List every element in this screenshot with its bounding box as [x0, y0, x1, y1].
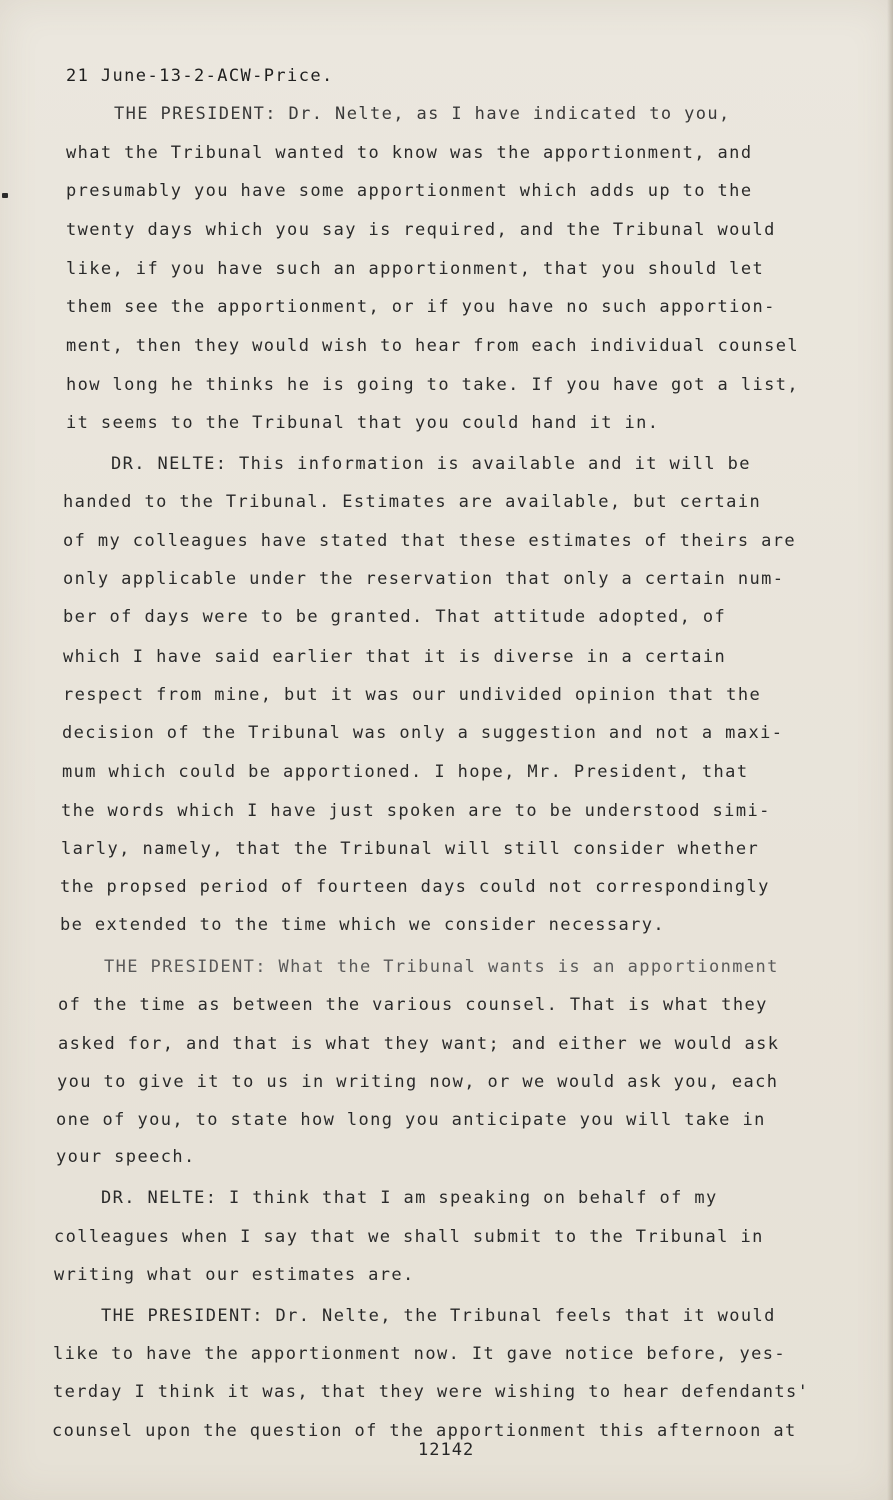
- transcript-line: them see the apportionment, or if you have no such apportion-: [66, 297, 776, 317]
- transcript-line: of the time as between the various counsel. That is what they: [58, 995, 768, 1015]
- transcript-line: terday I think it was, that they were wishing to hear defendants': [53, 1382, 810, 1402]
- transcript-line: be extended to the time which we consider necessary.: [60, 915, 666, 935]
- transcript-line: larly, namely, that the Tribunal will still consider whether: [61, 839, 760, 859]
- transcript-line: THE PRESIDENT: Dr. Nelte, as I have indicated to you,: [114, 104, 731, 124]
- transcript-line: writing what our estimates are.: [54, 1265, 415, 1285]
- transcript-line: it seems to the Tribunal that you could hand it in.: [66, 413, 660, 433]
- transcript-line: counsel upon the question of the apportionment this afternoon at: [52, 1421, 797, 1441]
- transcript-line: which I have said earlier that it is diverse in a certain: [63, 647, 727, 667]
- transcript-line: like, if you have such an apportionment, that you should let: [66, 259, 765, 279]
- transcript-line: DR. NELTE: I think that I am speaking on behalf of my: [101, 1188, 718, 1208]
- transcript-line: THE PRESIDENT: What the Tribunal wants is an apportionment: [104, 957, 779, 977]
- transcript-line: ment, then they would wish to hear from each individual counsel: [66, 336, 799, 356]
- margin-mark: [2, 193, 8, 198]
- transcript-line: handed to the Tribunal. Estimates are available, but certain: [63, 492, 762, 512]
- transcript-line: asked for, and that is what they want; and either we would ask: [58, 1034, 780, 1054]
- transcript-line: presumably you have some apportionment which adds up to the: [66, 181, 753, 201]
- transcript-line: what the Tribunal wanted to know was the apportionment, and: [66, 143, 753, 163]
- transcript-line: only applicable under the reservation that only a certain num-: [63, 569, 785, 589]
- page-edge-shadow: [887, 0, 893, 1500]
- transcript-line: decision of the Tribunal was only a suggestion and not a maxi-: [62, 723, 784, 743]
- transcript-line: mum which could be apportioned. I hope, Mr. President, that: [62, 762, 749, 782]
- transcript-line: like to have the apportionment now. It gave notice before, yes-: [53, 1344, 786, 1364]
- transcript-line: your speech.: [56, 1147, 196, 1167]
- transcript-line: THE PRESIDENT: Dr. Nelte, the Tribunal feels that it would: [101, 1306, 776, 1326]
- transcript-line: twenty days which you say is required, and the Tribunal would: [66, 220, 776, 240]
- document-reference: 21 June-13-2-ACW-Price.: [66, 66, 334, 86]
- transcript-line: the propsed period of fourteen days could not correspondingly: [60, 877, 770, 897]
- transcript-line: respect from mine, but it was our undivided opinion that the: [63, 685, 762, 705]
- transcript-line: you to give it to us in writing now, or we would ask you, each: [57, 1072, 779, 1092]
- transcript-line: one of you, to state how long you anticipate you will take in: [56, 1110, 766, 1130]
- page-number: 12142: [418, 1440, 475, 1460]
- transcript-line: DR. NELTE: This information is available and it will be: [111, 454, 751, 474]
- transcript-line: how long he thinks he is going to take. If you have got a list,: [66, 375, 799, 395]
- transcript-line: of my colleagues have stated that these estimates of theirs are: [63, 531, 796, 551]
- transcript-line: the words which I have just spoken are to be understood simi-: [61, 801, 771, 821]
- transcript-line: colleagues when I say that we shall submit to the Tribunal in: [54, 1227, 764, 1247]
- transcript-line: ber of days were to be granted. That attitude adopted, of: [63, 607, 727, 627]
